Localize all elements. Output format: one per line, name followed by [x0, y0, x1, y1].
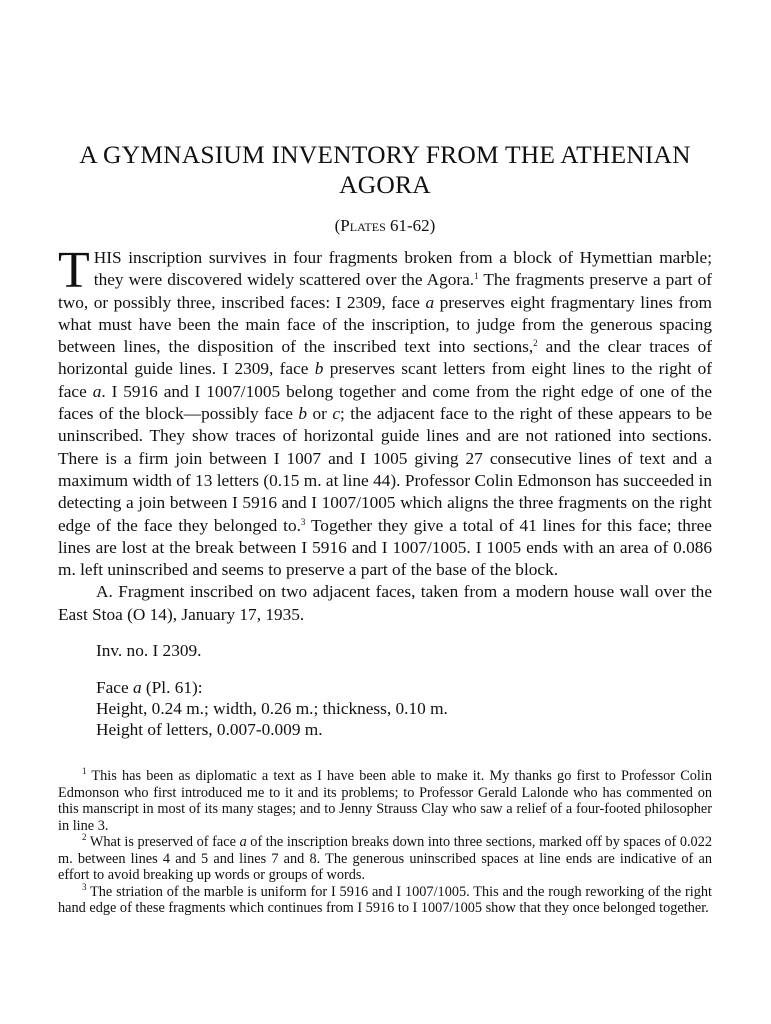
text-run: The fragments preserve a part of two, or possibly three, inscribed faces: I 2309, face	[58, 270, 712, 312]
footnote-text: The striation of the marble is uniform for I 5916 and I 1007/1005. This and the rough reworking of the right hand edge of these fragments which continues from I 5916 to I 1007/1005 show that they once belonged together.	[58, 883, 712, 917]
footnote-3	[58, 881, 712, 917]
face-label: a	[425, 292, 435, 312]
paragraph-fragment-a: A. Fragment inscribed on two adjacent faces, taken from a modern house wall over the East Stoa (O 14), January 17, 1935.	[58, 582, 712, 624]
text-run: . I 5916 and I 1007/1005 belong together and come from the right edge of one of the faces of the block—possibly face	[58, 381, 712, 424]
footnote-number: 2	[82, 832, 87, 843]
text-run: HIS inscription survives in four fragments broken from a block of Hymettian marble; they were discovered widely scattered over the Agora.	[93, 248, 712, 290]
paragraph-intro	[58, 242, 713, 581]
footnote-number: 1	[82, 766, 87, 777]
plates-reference	[58, 215, 712, 237]
fragment-details	[58, 640, 712, 740]
footnote-text: of the inscription breaks down into three sections, marked off by spaces of 0.022 m. between lines 4 and 5 and lines 7 and 8. The generous uninscribed spaces at line ends are indicative of an effort to avoid breaking up words or groups of words.	[58, 834, 712, 884]
text-run: (Pl. 61):	[141, 678, 203, 698]
footnote-text: What is preserved of face	[86, 834, 240, 851]
face-label: a	[92, 381, 102, 401]
text-run: or	[307, 404, 333, 424]
letter-height: Height of letters, 0.007-0.009 m.	[96, 720, 323, 740]
text-run: Together they give a total of 41 lines for this face; three lines are lost at the break between I 5916 and I 1007/1005. I 1005 ends with an area of 0.086 m. left uninscribed and seems to preserve a part of the base of the block.	[58, 515, 712, 580]
face-label: b	[298, 404, 308, 424]
plates-label: (Plates 61-62)	[334, 216, 436, 235]
face-label: a	[132, 678, 142, 698]
footnotes	[58, 768, 712, 917]
footnote-ref-2: 2	[533, 338, 538, 349]
page	[58, 0, 712, 917]
text-run: Face	[96, 678, 133, 698]
footnote-1	[58, 768, 712, 834]
inventory-number: Inv. no. I 2309.	[96, 641, 202, 661]
text-run: ; the adjacent face to the right of these appears to be uninscribed. They show traces of horizontal guide lines and are not rationed into sections. There is a firm join between I 1007 and I 1005 giving 27 consecutive lines of text and a maximum width of 13 letters (0.15 m. at line 44). Professor Colin Edmonson has succeeded in detecting a join between I 5916 and I 1007/1005 which aligns the three fragments on the right edge of the face they belonged to.	[58, 404, 713, 535]
spacer	[96, 661, 712, 677]
face-label: c	[332, 404, 341, 424]
footnote-ref-3: 3	[300, 516, 306, 527]
drop-cap: T	[58, 242, 90, 299]
text-run: and the clear traces of horizontal guide lines. I 2309, face	[58, 337, 713, 379]
text-run: preserves scant letters from eight lines to the right of face	[58, 359, 712, 401]
footnote-ref-1: 1	[474, 271, 479, 282]
face-label: b	[314, 359, 324, 379]
face-label: a	[239, 834, 247, 851]
article-title: A GYMNASIUM INVENTORY FROM THE ATHENIAN AGORA	[79, 140, 691, 199]
footnote-number: 3	[82, 881, 87, 892]
article-body	[58, 242, 713, 626]
footnote-text: This has been as diplomatic a text as I have been able to make it. My thanks go first to Professor Colin Edmonson who first introduced me to it and its problems; to Professor Gerald Lalonde who has commented on this manscript in most of its many stages; and to Jenny Strauss Clay who saw a relief of a four-footed philosopher in line 3.	[58, 768, 712, 834]
dimensions: Height, 0.24 m.; width, 0.26 m.; thickness, 0.10 m.	[96, 699, 448, 719]
footnote-2	[58, 834, 712, 884]
text-run: preserves eight fragmentary lines from what must have been the main face of the inscription, to judge from the generous spacing between lines, the disposition of the inscribed text into sections,	[58, 292, 712, 357]
face-heading	[96, 677, 712, 698]
